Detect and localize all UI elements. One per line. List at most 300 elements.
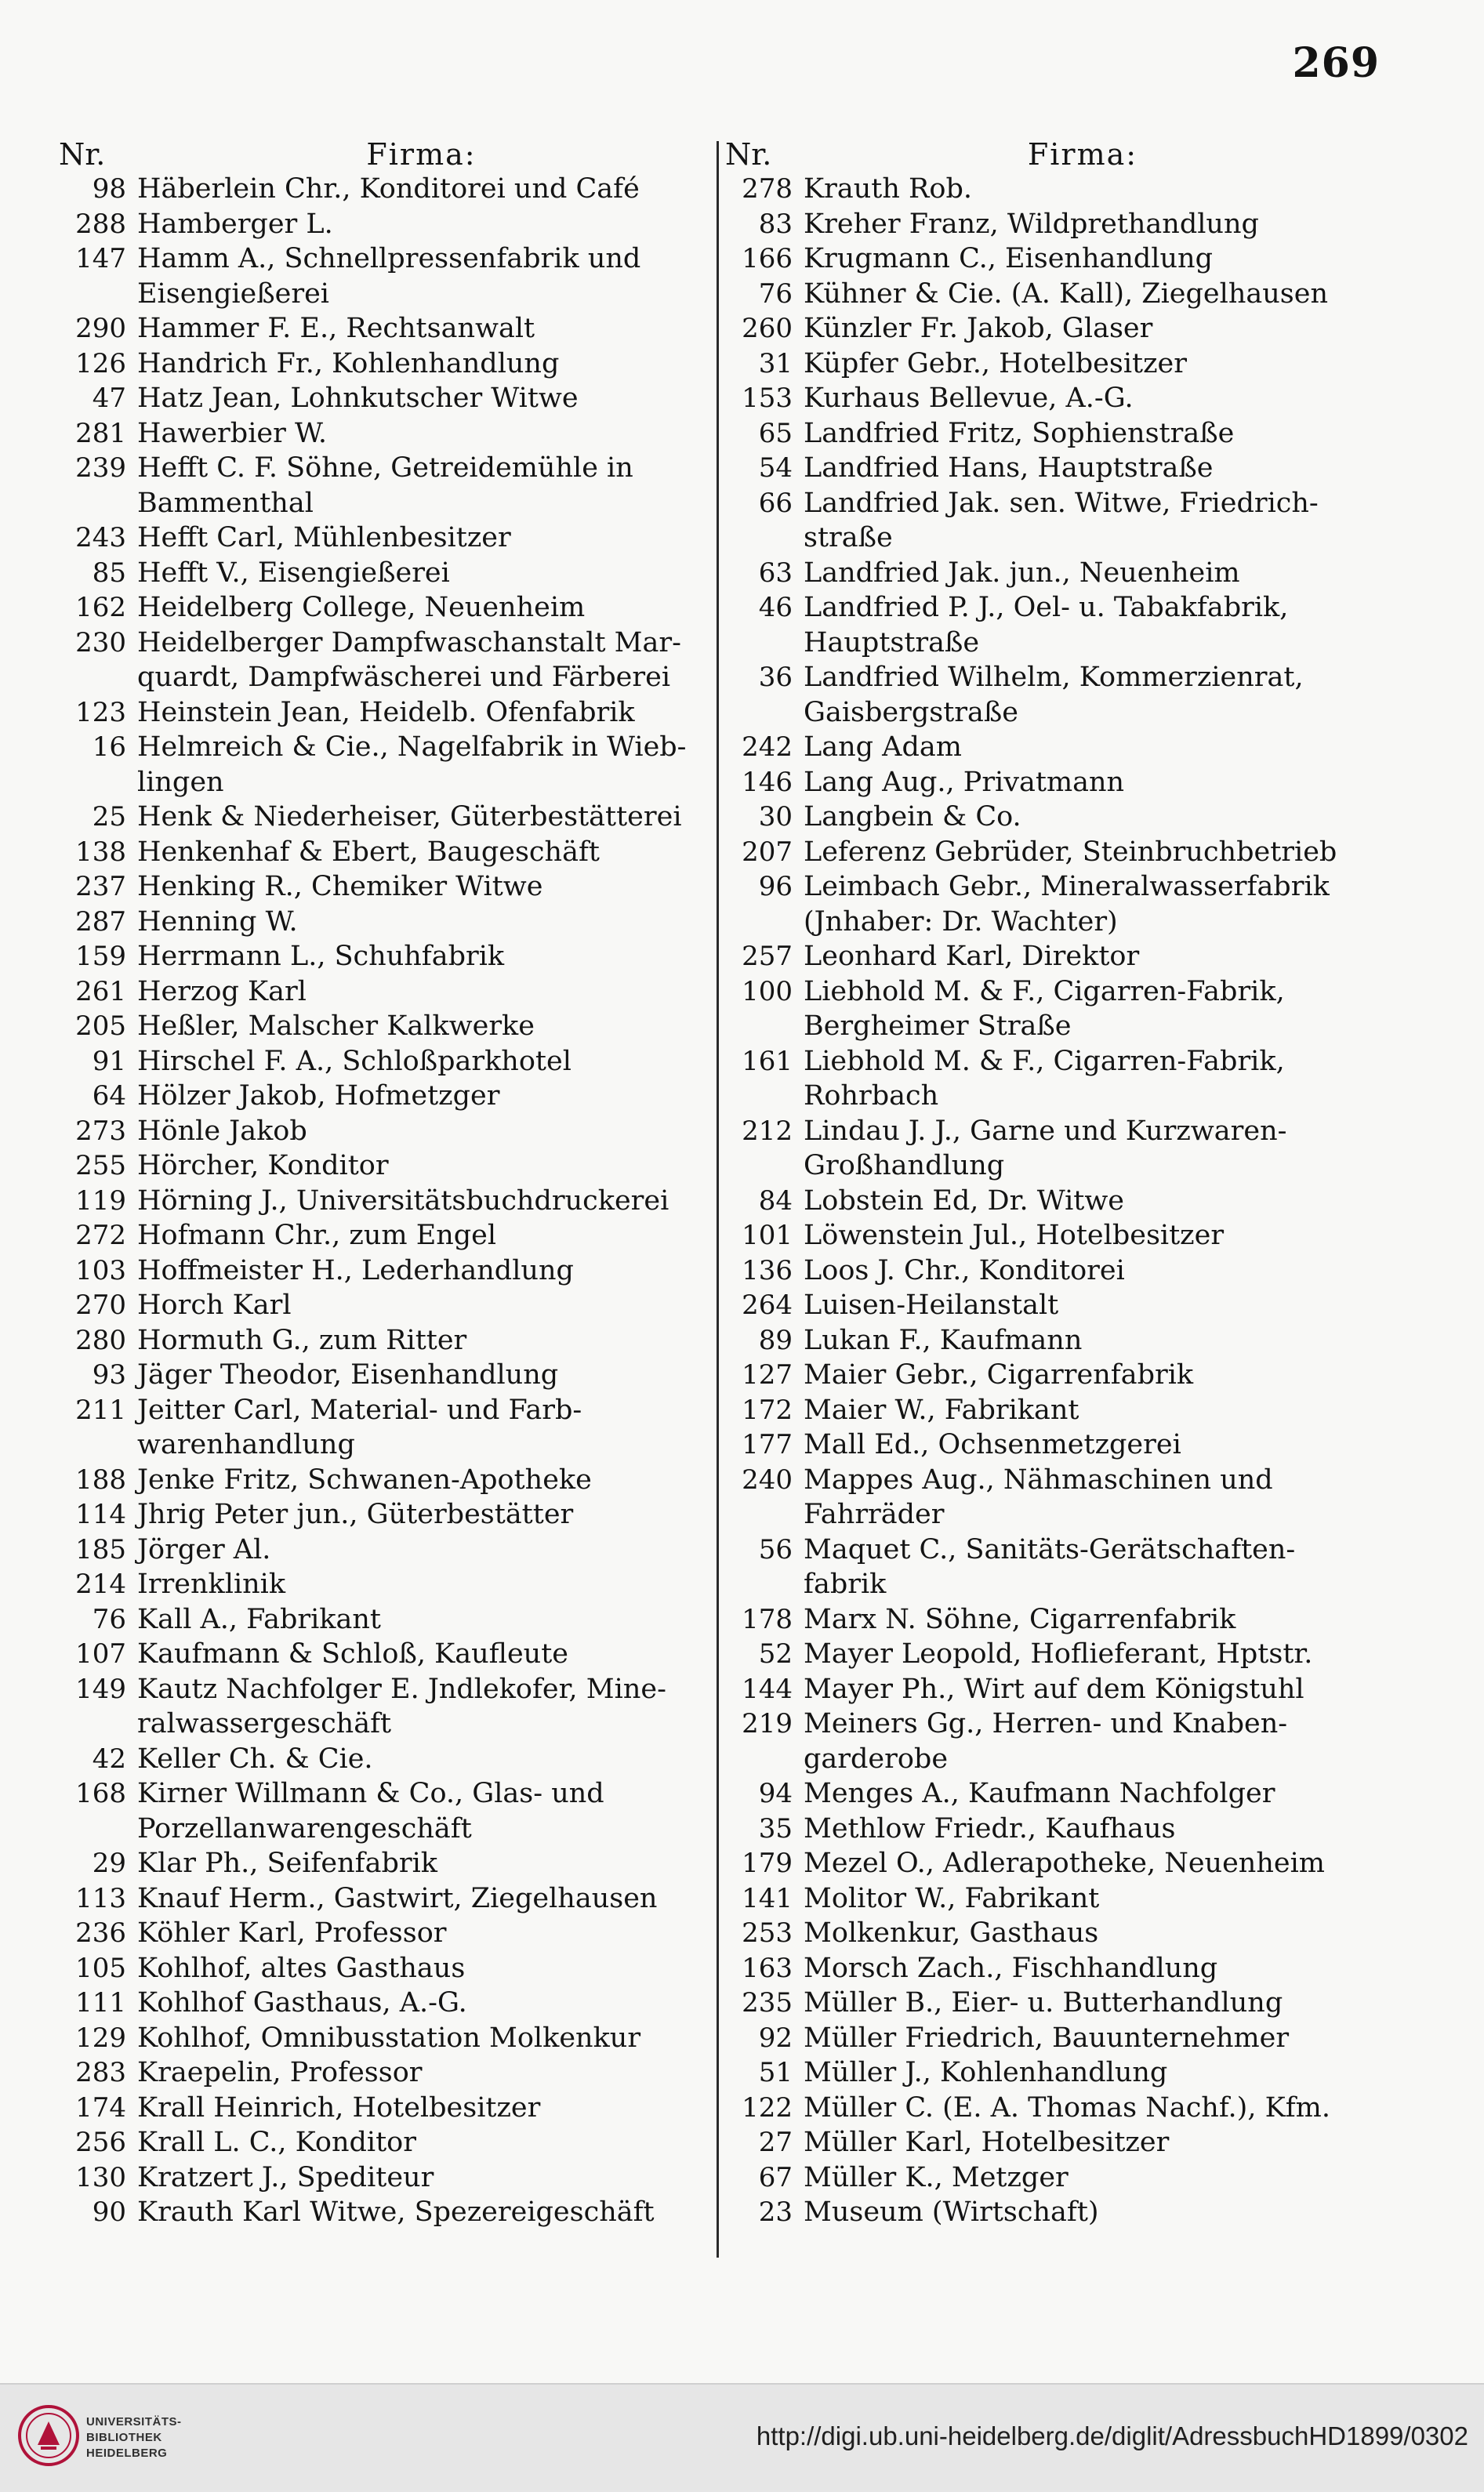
- directory-entry: [725, 869, 1362, 939]
- entry-firm: Liebhold M. & F., Cigarren-Fabrik, Bergheimer Straße: [804, 975, 1285, 1042]
- entry-firm: Kirner Willmann & Co., Glas- und Porzellanwarengeschäft: [137, 1778, 604, 1845]
- directory-entry: [725, 974, 1362, 1044]
- entry-number: 96: [758, 871, 793, 902]
- entry-number: 52: [758, 1638, 793, 1670]
- entry-number: 93: [92, 1359, 126, 1391]
- entry-firm: Luisen-Heilanstalt: [804, 1290, 1059, 1321]
- viewer-footer: [0, 2383, 1484, 2492]
- entry-number: 207: [742, 836, 793, 868]
- entry-number: 253: [742, 1917, 793, 1949]
- entry-number: 76: [758, 277, 793, 310]
- directory-entry: [59, 1463, 706, 1498]
- entry-number: 119: [75, 1184, 126, 1217]
- directory-entry: [59, 1497, 706, 1533]
- entry-number: 113: [75, 1882, 126, 1914]
- entry-number: 237: [75, 871, 126, 902]
- entry-number: 138: [75, 836, 126, 868]
- directory-entry: [59, 2055, 706, 2091]
- directory-entry: [59, 1079, 706, 1114]
- entry-firm: Krugmann C., Eisenhandlung: [804, 243, 1213, 274]
- directory-entry: [725, 207, 1362, 242]
- entry-firm: Leimbach Gebr., Mineralwasserfabrik (Jnhaber: Dr. Wachter): [804, 871, 1330, 938]
- directory-entry: [725, 1044, 1362, 1114]
- directory-entry: [725, 939, 1362, 974]
- directory-entry: [59, 869, 706, 905]
- directory-entry: [725, 1776, 1362, 1812]
- entry-firm: Maquet C., Sanitäts-Gerätschaften- fabrik: [804, 1533, 1296, 1600]
- directory-entry: [725, 1812, 1362, 1847]
- directory-entry: [59, 451, 706, 521]
- entry-number: 219: [742, 1708, 793, 1739]
- entry-number: 90: [92, 2196, 126, 2228]
- entry-firm: Krall Heinrich, Hotelbesitzer: [137, 2091, 541, 2124]
- entry-number: 147: [75, 243, 126, 274]
- entry-number: 16: [92, 731, 126, 763]
- directory-entry: [725, 311, 1362, 346]
- nr-header: Nr.: [59, 137, 106, 172]
- entry-firm: Lang Aug., Privatmann: [804, 766, 1125, 798]
- entry-firm: Hörning J., Universitätsbuchdruckerei: [137, 1184, 669, 1217]
- entry-firm: Mayer Ph., Wirt auf dem Königstuhl: [804, 1673, 1304, 1705]
- directory-entry: [59, 416, 706, 452]
- entry-firm: Müller C. (E. A. Thomas Nachf.), Kfm.: [804, 2091, 1330, 2124]
- entry-firm: Leferenz Gebrüder, Steinbruchbetrieb: [804, 836, 1337, 868]
- entry-firm: Henking R., Chemiker Witwe: [137, 871, 543, 902]
- entry-number: 257: [742, 941, 793, 972]
- directory-entry: [725, 1672, 1362, 1707]
- directory-entry: [59, 1742, 706, 1777]
- entry-firm: Heidelberger Dampfwaschanstalt Mar- quardt, Dampfwäscherei und Färberei: [137, 626, 681, 693]
- directory-entry: [59, 207, 706, 242]
- directory-entry: [59, 1358, 706, 1393]
- directory-entry: [725, 835, 1362, 870]
- directory-entry: [59, 1567, 706, 1602]
- entry-firm: Landfried Jak. jun., Neuenheim: [804, 557, 1240, 589]
- entry-firm: Henk & Niederheiser, Güterbestätterei: [137, 801, 682, 832]
- directory-entry: [59, 974, 706, 1010]
- directory-entry: [725, 1184, 1362, 1219]
- entry-number: 129: [75, 2022, 126, 2054]
- directory-entry: [59, 521, 706, 556]
- entry-number: 177: [742, 1429, 793, 1460]
- entry-number: 264: [742, 1290, 793, 1321]
- entry-number: 144: [742, 1673, 793, 1705]
- directory-entry: [59, 1986, 706, 2021]
- entry-number: 159: [75, 941, 126, 972]
- entry-firm: Irrenklinik: [137, 1569, 286, 1600]
- entry-firm: Hefft C. F. Söhne, Getreidemühle in Bammenthal: [137, 452, 633, 519]
- directory-entry: [59, 1148, 706, 1184]
- entry-number: 67: [758, 2161, 793, 2193]
- entry-number: 107: [75, 1638, 126, 1670]
- entry-number: 278: [742, 173, 793, 205]
- entry-firm: Hatz Jean, Lohnkutscher Witwe: [137, 383, 579, 414]
- entry-number: 290: [75, 313, 126, 344]
- entry-number: 236: [75, 1917, 126, 1949]
- entry-number: 100: [742, 975, 793, 1007]
- directory-entry: [725, 1707, 1362, 1776]
- entry-firm: Landfried Hans, Hauptstraße: [804, 452, 1214, 484]
- directory-entry: [725, 2125, 1362, 2160]
- entry-firm: Museum (Wirtschaft): [804, 2196, 1099, 2228]
- entry-firm: Landfried Wilhelm, Kommerzienrat, Gaisbergstraße: [804, 662, 1304, 728]
- entry-firm: Heidelberg College, Neuenheim: [137, 592, 586, 623]
- directory-entry: [725, 1358, 1362, 1393]
- entry-firm: Hönle Jakob: [137, 1115, 307, 1147]
- entry-number: 260: [742, 313, 793, 344]
- entry-firm: Mezel O., Adlerapotheke, Neuenheim: [804, 1848, 1325, 1879]
- entry-number: 92: [758, 2022, 793, 2054]
- directory-entry: [59, 1288, 706, 1323]
- entry-number: 240: [742, 1464, 793, 1496]
- directory-entry: [725, 346, 1362, 382]
- entry-firm: Lobstein Ed, Dr. Witwe: [804, 1184, 1125, 1217]
- entry-number: 114: [75, 1499, 126, 1530]
- firma-header: Firma:: [366, 137, 477, 172]
- directory-entry: [59, 626, 706, 695]
- entry-number: 239: [75, 452, 126, 484]
- entry-firm: Kohlhof Gasthaus, A.-G.: [137, 1987, 467, 2019]
- entry-firm: Mappes Aug., Nähmaschinen und Fahrräder: [804, 1464, 1273, 1530]
- entry-firm: Kraepelin, Professor: [137, 2057, 423, 2088]
- entry-firm: Menges A., Kaufmann Nachfolger: [804, 1778, 1275, 1809]
- directory-entry: [59, 2091, 706, 2126]
- entry-firm: Künzler Fr. Jakob, Glaser: [804, 313, 1153, 344]
- entry-number: 89: [758, 1324, 793, 1356]
- entry-firm: Loos J. Chr., Konditorei: [804, 1254, 1125, 1286]
- directory-entry: [59, 1672, 706, 1742]
- entry-number: 153: [742, 383, 793, 414]
- entry-number: 64: [92, 1080, 126, 1112]
- directory-entry: [59, 1253, 706, 1289]
- page-number: 269: [1292, 39, 1380, 87]
- entry-firm: Hofmann Chr., zum Engel: [137, 1220, 497, 1251]
- entry-firm: Lang Adam: [804, 731, 962, 763]
- directory-entry: [725, 1846, 1362, 1881]
- entry-number: 94: [758, 1778, 793, 1809]
- entry-number: 56: [758, 1533, 793, 1565]
- entry-number: 178: [742, 1603, 793, 1635]
- directory-entry: [725, 1323, 1362, 1358]
- directory-entry: [59, 2195, 706, 2230]
- entry-firm: Kreher Franz, Wildprethandlung: [804, 208, 1259, 240]
- source-url[interactable]: http://digi.ub.uni-heidelberg.de/diglit/AdressbuchHD1899/0302: [756, 2421, 1468, 2450]
- directory-entry: [725, 2160, 1362, 2196]
- entry-firm: Jäger Theodor, Eisenhandlung: [137, 1359, 559, 1391]
- entry-number: 76: [92, 1603, 126, 1635]
- entry-number: 272: [75, 1220, 126, 1251]
- entry-number: 111: [75, 1987, 126, 2019]
- directory-entry: [725, 1253, 1362, 1289]
- entry-firm: Krall L. C., Konditor: [137, 2127, 416, 2158]
- entry-number: 174: [75, 2091, 126, 2124]
- directory-entry: [59, 1951, 706, 1986]
- entry-number: 36: [758, 662, 793, 693]
- directory-entry: [725, 1427, 1362, 1463]
- directory-entry: [59, 905, 706, 940]
- entry-firm: Kautz Nachfolger E. Jndlekofer, Mine- ralwassergeschäft: [137, 1673, 666, 1739]
- directory-entry: [725, 241, 1362, 277]
- firma-header: Firma:: [1027, 137, 1138, 172]
- entry-firm: Hormuth G., zum Ritter: [137, 1324, 467, 1356]
- entry-number: 188: [75, 1464, 126, 1496]
- directory-entry: [59, 1637, 706, 1672]
- directory-entry: [725, 800, 1362, 835]
- entry-number: 123: [75, 696, 126, 728]
- entry-number: 166: [742, 243, 793, 274]
- directory-entry: [725, 1602, 1362, 1638]
- nr-header: Nr.: [725, 137, 772, 172]
- left-column-header: [59, 137, 706, 172]
- entry-firm: Langbein & Co.: [804, 801, 1021, 832]
- entry-number: 51: [758, 2057, 793, 2088]
- directory-entry: [725, 2021, 1362, 2056]
- entry-firm: Herzog Karl: [137, 975, 307, 1007]
- entry-number: 29: [92, 1848, 126, 1879]
- entry-number: 149: [75, 1673, 126, 1705]
- entry-firm: Landfried Jak. sen. Witwe, Friedrich- straße: [804, 487, 1319, 553]
- directory-entry: [59, 1323, 706, 1358]
- directory-entry: [725, 1463, 1362, 1533]
- entry-firm: Kurhaus Bellevue, A.-G.: [804, 383, 1134, 414]
- directory-entry: [59, 311, 706, 346]
- entry-firm: Horch Karl: [137, 1290, 292, 1321]
- entry-firm: Liebhold M. & F., Cigarren-Fabrik, Rohrbach: [804, 1045, 1285, 1112]
- entry-firm: Kratzert J., Spediteur: [137, 2161, 434, 2193]
- entry-firm: Kaufmann & Schloß, Kaufleute: [137, 1638, 569, 1670]
- directory-entry: [59, 1009, 706, 1044]
- entry-firm: Küpfer Gebr., Hotelbesitzer: [804, 347, 1187, 379]
- directory-entry: [59, 939, 706, 974]
- entry-firm: Helmreich & Cie., Nagelfabrik in Wieb- lingen: [137, 731, 687, 798]
- entry-number: 66: [758, 487, 793, 519]
- entry-firm: Hamm A., Schnellpressenfabrik und Eisengießerei: [137, 243, 641, 310]
- entry-firm: Molkenkur, Gasthaus: [804, 1917, 1099, 1949]
- entry-firm: Hammer F. E., Rechtsanwalt: [137, 313, 535, 344]
- directory-entry: [59, 1602, 706, 1638]
- entry-number: 288: [75, 208, 126, 240]
- directory-entry: [725, 1533, 1362, 1602]
- entry-firm: Müller J., Kohlenhandlung: [804, 2057, 1168, 2088]
- entry-firm: Jeitter Carl, Material- und Farb- warenhandlung: [137, 1394, 582, 1460]
- directory-entry: [725, 381, 1362, 416]
- entry-number: 101: [742, 1220, 793, 1251]
- directory-entry: [59, 1114, 706, 1149]
- directory-entry: [59, 241, 706, 311]
- entry-number: 255: [75, 1150, 126, 1181]
- entry-firm: Handrich Fr., Kohlenhandlung: [137, 347, 560, 379]
- entry-number: 63: [758, 557, 793, 589]
- directory-entry: [59, 695, 706, 731]
- entry-firm: Hoffmeister H., Lederhandlung: [137, 1254, 574, 1286]
- entry-number: 65: [758, 417, 793, 449]
- directory-entry: [725, 1637, 1362, 1672]
- entry-number: 273: [75, 1115, 126, 1147]
- directory-entry: [59, 381, 706, 416]
- entry-number: 163: [742, 1952, 793, 1984]
- entry-number: 85: [92, 557, 126, 589]
- entry-firm: Jörger Al.: [137, 1533, 271, 1565]
- entry-firm: Heßler, Malscher Kalkwerke: [137, 1010, 535, 1042]
- directory-entry: [725, 1114, 1362, 1184]
- entry-firm: Hölzer Jakob, Hofmetzger: [137, 1080, 500, 1112]
- entry-firm: Landfried P. J., Oel- u. Tabakfabrik, Hauptstraße: [804, 592, 1289, 658]
- directory-entry: [725, 1881, 1362, 1917]
- entry-number: 25: [92, 801, 126, 832]
- entry-number: 179: [742, 1848, 793, 1879]
- entry-firm: Köhler Karl, Professor: [137, 1917, 447, 1949]
- entry-firm: Henkenhaf & Ebert, Baugeschäft: [137, 836, 600, 868]
- library-name: [86, 2414, 182, 2461]
- entry-number: 46: [758, 592, 793, 623]
- entry-number: 127: [742, 1359, 793, 1391]
- entry-number: 47: [92, 383, 126, 414]
- entry-firm: Leonhard Karl, Direktor: [804, 941, 1140, 972]
- entry-firm: Müller B., Eier- u. Butterhandlung: [804, 1987, 1283, 2019]
- left-column: [59, 137, 706, 2230]
- directory-entry: [725, 2055, 1362, 2091]
- library-line: UNIVERSITÄTS-: [86, 2415, 182, 2429]
- entry-number: 103: [75, 1254, 126, 1286]
- directory-entry: [59, 835, 706, 870]
- entry-firm: Kohlhof, Omnibusstation Molkenkur: [137, 2022, 641, 2054]
- directory-entry: [59, 1184, 706, 1219]
- entry-firm: Keller Ch. & Cie.: [137, 1743, 373, 1775]
- directory-entry: [59, 346, 706, 382]
- directory-entry: [725, 765, 1362, 800]
- directory-entry: [725, 277, 1362, 312]
- directory-entry: [725, 730, 1362, 765]
- entry-firm: Herrmann L., Schuhfabrik: [137, 941, 505, 972]
- directory-entry: [59, 556, 706, 591]
- entry-number: 242: [742, 731, 793, 763]
- entry-firm: Morsch Zach., Fischhandlung: [804, 1952, 1218, 1984]
- entry-number: 23: [758, 2196, 793, 2228]
- directory-entry: [59, 1846, 706, 1881]
- entry-firm: Kohlhof, altes Gasthaus: [137, 1952, 466, 1984]
- entry-number: 287: [75, 905, 126, 938]
- directory-entry: [725, 556, 1362, 591]
- entry-number: 214: [75, 1569, 126, 1600]
- entry-number: 243: [75, 522, 126, 553]
- entry-number: 54: [758, 452, 793, 484]
- entry-number: 280: [75, 1324, 126, 1356]
- directory-entry: [59, 1776, 706, 1846]
- entry-number: 205: [75, 1010, 126, 1042]
- entry-firm: Mayer Leopold, Hoflieferant, Hptstr.: [804, 1638, 1313, 1670]
- entry-number: 235: [742, 1987, 793, 2019]
- library-line: BIBLIOTHEK: [86, 2431, 162, 2444]
- directory-entry: [59, 1044, 706, 1079]
- entry-number: 146: [742, 766, 793, 798]
- directory-entry: [59, 2160, 706, 2196]
- entry-number: 212: [742, 1115, 793, 1147]
- directory-entry: [725, 1951, 1362, 1986]
- entry-firm: Hefft Carl, Mühlenbesitzer: [137, 522, 511, 553]
- entry-number: 283: [75, 2057, 126, 2088]
- entry-number: 31: [758, 347, 793, 379]
- entry-number: 162: [75, 592, 126, 623]
- directory-entry: [59, 590, 706, 626]
- column-divider: [717, 141, 719, 2258]
- entry-number: 91: [92, 1045, 126, 1077]
- entry-number: 136: [742, 1254, 793, 1286]
- entry-firm: Krauth Karl Witwe, Spezereigeschäft: [137, 2196, 655, 2228]
- entry-firm: Hörcher, Konditor: [137, 1150, 389, 1181]
- directory-entry: [59, 2021, 706, 2056]
- directory-entry: [725, 1986, 1362, 2021]
- directory-entry: [725, 1916, 1362, 1951]
- entry-firm: Meiners Gg., Herren- und Knaben- garderobe: [804, 1708, 1288, 1775]
- entry-firm: Hefft V., Eisengießerei: [137, 557, 450, 589]
- entry-firm: Klar Ph., Seifenfabrik: [137, 1848, 437, 1879]
- university-seal-icon: [17, 2404, 80, 2467]
- directory-entry: [59, 1218, 706, 1253]
- right-column: [725, 137, 1362, 2230]
- entry-number: 42: [92, 1743, 126, 1775]
- directory-entry: [725, 660, 1362, 730]
- directory-entry: [725, 451, 1362, 486]
- entry-firm: Müller Friedrich, Bauunternehmer: [804, 2022, 1290, 2054]
- directory-entry: [725, 172, 1362, 207]
- entry-number: 126: [75, 347, 126, 379]
- entry-firm: Müller K., Metzger: [804, 2161, 1069, 2193]
- entry-firm: Henning W.: [137, 905, 298, 938]
- directory-entry: [725, 1288, 1362, 1323]
- entry-number: 281: [75, 417, 126, 449]
- directory-entry: [59, 1881, 706, 1917]
- entry-number: 84: [758, 1184, 793, 1217]
- entry-firm: Hawerbier W.: [137, 417, 327, 449]
- entry-firm: Knauf Herm., Gastwirt, Ziegelhausen: [137, 1882, 658, 1914]
- entry-firm: Kühner & Cie. (A. Kall), Ziegelhausen: [804, 277, 1328, 310]
- entry-number: 161: [742, 1045, 793, 1077]
- entry-number: 256: [75, 2127, 126, 2158]
- directory-entry: [725, 2091, 1362, 2126]
- directory-entry: [59, 1393, 706, 1463]
- entry-firm: Jenke Fritz, Schwanen-Apotheke: [137, 1464, 592, 1496]
- entry-number: 185: [75, 1533, 126, 1565]
- directory-entry: [59, 2125, 706, 2160]
- entry-firm: Molitor W., Fabrikant: [804, 1882, 1100, 1914]
- entry-firm: Löwenstein Jul., Hotelbesitzer: [804, 1220, 1225, 1251]
- directory-entry: [59, 730, 706, 800]
- entry-number: 211: [75, 1394, 126, 1426]
- entry-number: 261: [75, 975, 126, 1007]
- directory-entry: [725, 1393, 1362, 1428]
- directory-entry: [725, 1218, 1362, 1253]
- entry-firm: Maier W., Fabrikant: [804, 1394, 1079, 1426]
- entry-firm: Landfried Fritz, Sophienstraße: [804, 417, 1235, 449]
- directory-entry: [725, 590, 1362, 660]
- entry-number: 30: [758, 801, 793, 832]
- entry-number: 230: [75, 626, 126, 658]
- directory-entry: [725, 416, 1362, 452]
- entry-firm: Marx N. Söhne, Cigarrenfabrik: [804, 1603, 1236, 1635]
- entry-firm: Lindau J. J., Garne und Kurzwaren- Großhandlung: [804, 1115, 1287, 1181]
- entry-number: 141: [742, 1882, 793, 1914]
- directory-entry: [59, 172, 706, 207]
- entry-number: 130: [75, 2161, 126, 2193]
- entry-number: 168: [75, 1778, 126, 1809]
- entry-firm: Krauth Rob.: [804, 173, 972, 205]
- directory-entry: [59, 1916, 706, 1951]
- entry-firm: Methlow Friedr., Kaufhaus: [804, 1812, 1176, 1845]
- directory-entry: [59, 800, 706, 835]
- entry-number: 98: [92, 173, 126, 205]
- right-column-header: [725, 137, 1362, 172]
- entry-firm: Hamberger L.: [137, 208, 333, 240]
